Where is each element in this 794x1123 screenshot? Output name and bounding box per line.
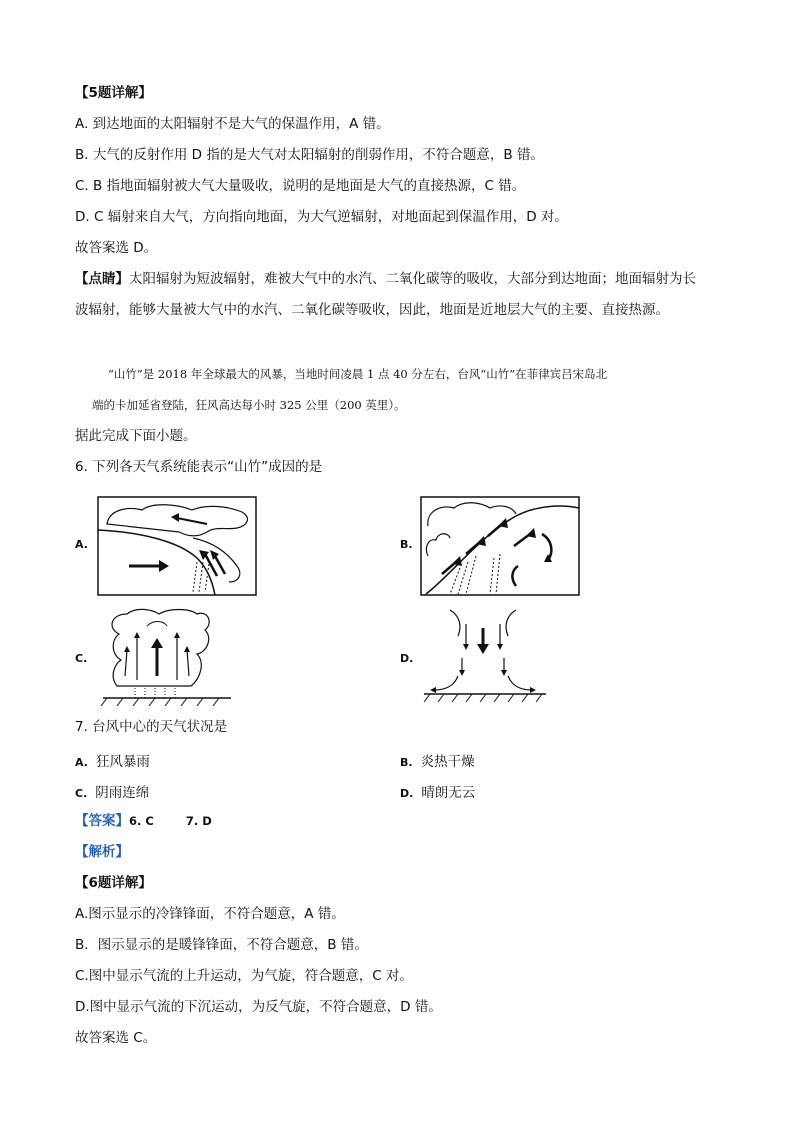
q7-choice-c bbox=[75, 781, 149, 801]
q5-tip bbox=[75, 270, 696, 288]
q7-choice-d-letter: D. bbox=[400, 787, 414, 800]
q6-line-c: C.图中显示气流的上升运动，为气旋，符合题意，C 对。 bbox=[75, 968, 413, 984]
q6-line-b: B．图示显示的是暖锋锋面，不符合题意，B 错。 bbox=[75, 937, 368, 953]
q5-line-a: A. 到达地面的太阳辐射不是大气的保温作用，A 错。 bbox=[75, 116, 390, 132]
answer-line bbox=[75, 812, 212, 830]
analysis-label: 【解析】 bbox=[75, 844, 129, 860]
passage-line-2: 端的卡加延省登陆，狂风高达每小时 325 公里（200 英里）。 bbox=[92, 398, 406, 412]
q7-choice-b bbox=[400, 750, 475, 770]
q7-choice-c-letter: C. bbox=[75, 787, 88, 800]
q6-option-a-label: A. bbox=[75, 538, 88, 551]
anticyclone-downdraft-diagram bbox=[420, 606, 550, 706]
q7-choice-a-text: 狂风暴雨 bbox=[95, 754, 150, 770]
q7-choice-b-text: 炎热干燥 bbox=[420, 754, 475, 770]
q7-choice-d-text: 晴朗无云 bbox=[421, 785, 476, 801]
cyclone-updraft-diagram bbox=[97, 606, 237, 706]
q6-line-a: A.图示显示的冷锋锋面，不符合题意，A 错。 bbox=[75, 906, 345, 922]
q6-option-b-label: B. bbox=[400, 538, 413, 551]
tip-text-2: 波辐射，能够大量被大气中的水汽、二氧化碳等吸收，因此，地面是近地层大气的主要、直接热源。 bbox=[75, 302, 669, 318]
q5-conclusion: 故答案选 D。 bbox=[75, 240, 158, 256]
q6-line-d: D.图中显示气流的下沉运动，为反气旋，不符合题意，D 错。 bbox=[75, 999, 442, 1015]
answer-label: 【答案】 bbox=[75, 813, 129, 829]
q6-option-d-label: D. bbox=[400, 652, 414, 665]
q5-line-b: B. 大气的反射作用 D 指的是大气对太阳辐射的削弱作用，不符合题意，B 错。 bbox=[75, 147, 544, 163]
passage-line-1: “山竹”是 2018 年全球最大的风暴，当地时间凌晨 1 点 40 分左右，台风“山竹”在菲律宾吕宋岛北 bbox=[108, 367, 608, 381]
q7-choice-c-text: 阴雨连绵 bbox=[95, 785, 150, 801]
q7-choice-d bbox=[400, 781, 475, 801]
q5-detail-heading: 【5题详解】 bbox=[75, 85, 152, 101]
answer-text: 6. C 7. D bbox=[129, 814, 212, 828]
tip-text-1: 太阳辐射为短波辐射，难被大气中的水汽、二氧化碳等的吸收，大部分到达地面；地面辐射为长 bbox=[129, 271, 696, 287]
q7-choice-a-letter: A. bbox=[75, 756, 88, 769]
warm-front-diagram bbox=[420, 496, 580, 596]
q6-stem: 6. 下列各天气系统能表示“山竹”成因的是 bbox=[75, 459, 323, 475]
q6-option-c-label: C. bbox=[75, 652, 88, 665]
q6-conclusion: 故答案选 C。 bbox=[75, 1030, 157, 1046]
q5-line-c: C. B 指地面辐射被大气大量吸收，说明的是地面是大气的直接热源，C 错。 bbox=[75, 178, 526, 194]
cold-front-diagram bbox=[97, 496, 257, 596]
passage-instruction: 据此完成下面小题。 bbox=[75, 428, 197, 444]
q7-choice-b-letter: B. bbox=[400, 756, 413, 769]
tip-label: 【点睛】 bbox=[75, 271, 129, 287]
q7-choice-a bbox=[75, 750, 150, 770]
q7-stem: 7. 台风中心的天气状况是 bbox=[75, 719, 228, 735]
q5-line-d: D. C 辐射来自大气，方向指向地面，为大气逆辐射，对地面起到保温作用，D 对。 bbox=[75, 209, 568, 225]
q6-detail-heading: 【6题详解】 bbox=[75, 875, 152, 891]
